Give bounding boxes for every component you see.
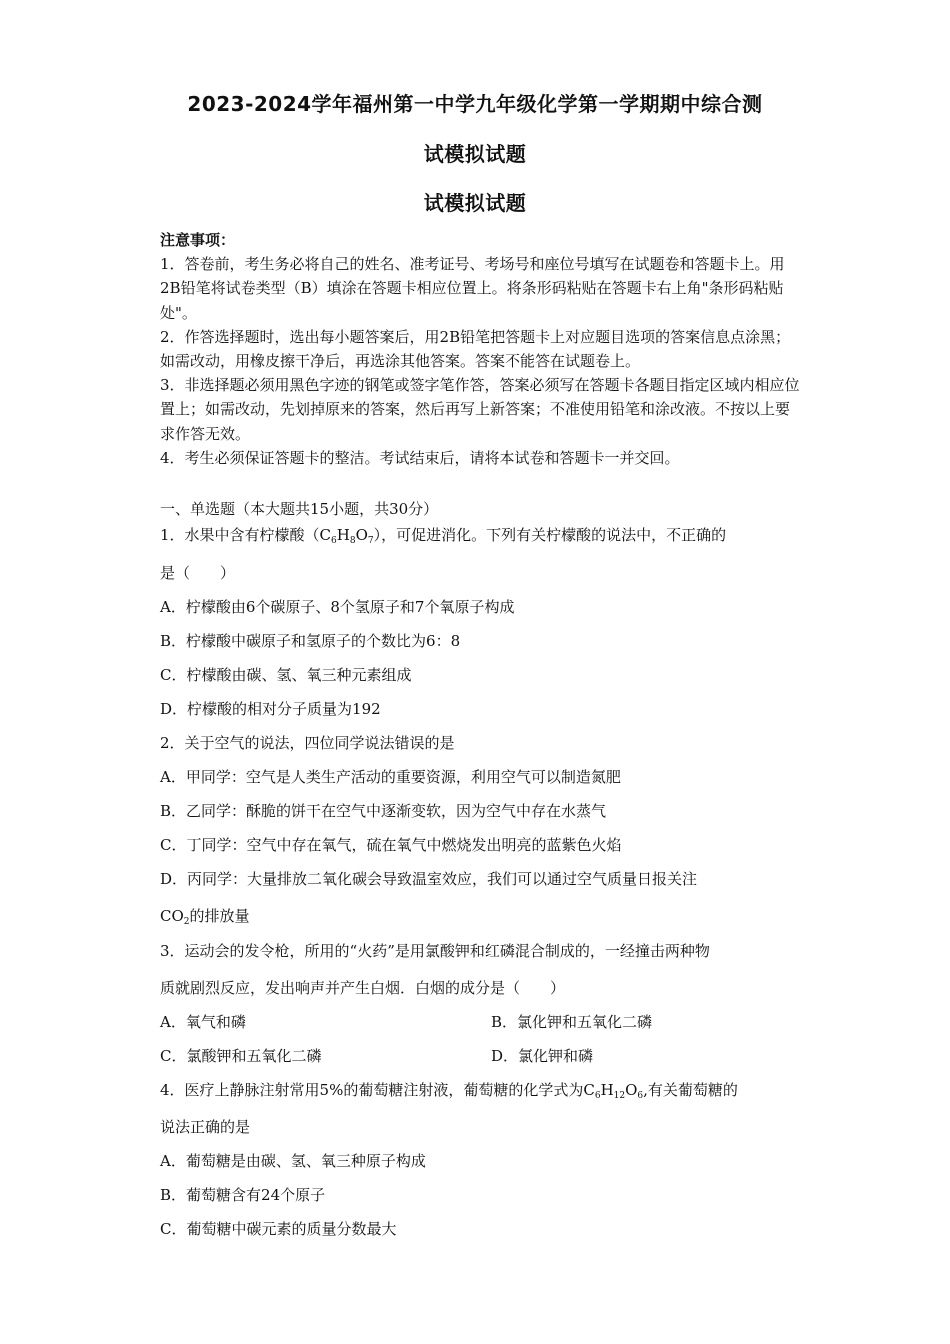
question-2-option-c: C．丁同学：空气中存在氧气，硫在氧气中燃烧发出明亮的蓝紫色火焰: [160, 836, 622, 854]
section-heading: 一、单选题（本大题共15小题，共30分）: [160, 500, 439, 518]
question-4-option-a: A．葡萄糖是由碳、氢、氧三种原子构成: [160, 1152, 426, 1170]
question-2-option-d-cont: $CO_2$的排放量: [160, 907, 250, 927]
question-1-option-a: A．柠檬酸由6个碳原子、8个氢原子和7个氧原子构成: [160, 598, 515, 616]
question-1-option-d: D．柠檬酸的相对分子质量为192: [160, 700, 381, 718]
notes-heading: 注意事项：: [160, 231, 236, 249]
question-3-option-b: B．氯化钾和五氧化二磷: [491, 1013, 653, 1031]
question-2-option-d: D．丙同学：大量排放二氧化碳会导致温室效应，我们可以通过空气质量日报关注: [160, 870, 698, 888]
question-1-stem: 1．水果中含有柠檬酸$(C_6H_8O_7)$，可促进消化。下列有关柠檬酸的说法中，不正确的: [160, 526, 727, 546]
question-2-option-b: B．乙同学：酥脆的饼干在空气中逐渐变软，因为空气中存在水蒸气: [160, 802, 607, 820]
question-3-stem: 3．运动会的发令枪，所用的“火药”是用氯酸钾和红磷混合制成的，一经撞击两种物: [160, 942, 710, 960]
page-subtitle: 试模拟试题: [423, 191, 527, 215]
page-title: 2023-2024学年福州第一中学九年级化学第一学期期中综合测: [187, 92, 763, 116]
question-3-option-a: A．氧气和磷: [160, 1013, 246, 1031]
question-4-stem: 4．医疗上静脉注射常用5%的葡萄糖注射液，葡萄糖的化学式为$C_6H_{12}O_6$,有关葡萄糖的: [160, 1081, 738, 1101]
page-title-line2: 试模拟试题: [423, 142, 527, 166]
exam-notes: [160, 228, 800, 470]
note-item: 3．非选择题必须用黑色字迹的钢笔或签字笔作答，答案必须写在答题卡各题目指定区域内相应位置上；如需改动，先划掉原来的答案，然后再写上新答案；不准使用铅笔和涂改液。不按以上要求作答无效。: [160, 376, 800, 443]
question-3-option-c: C．氯酸钾和五氧化二磷: [160, 1047, 322, 1065]
note-item: 4．考生必须保证答题卡的整洁。考试结束后，请将本试卷和答题卡一并交回。: [160, 448, 680, 467]
question-2-option-a: A．甲同学：空气是人类生产活动的重要资源，利用空气可以制造氮肥: [160, 768, 621, 786]
question-1-option-b: B．柠檬酸中碳原子和氢原子的个数比为6：8: [160, 632, 461, 650]
note-item: 1．答卷前，考生务必将自己的姓名、准考证号、考场号和座位号填写在试题卷和答题卡上。用2B铅笔将试卷类型（B）填涂在答题卡相应位置上。将条形码粘贴在答题卡右上角"条形码粘贴处"。: [160, 255, 785, 322]
note-item: 2．作答选择题时，选出每小题答案后，用2B铅笔把答题卡上对应题目选项的答案信息点涂黑；如需改动，用橡皮擦干净后，再选涂其他答案。答案不能答在试题卷上。: [160, 327, 791, 371]
question-3-stem-cont: 质就剧烈反应，发出响声并产生白烟．白烟的成分是（ ）: [160, 979, 566, 997]
question-4-option-b: B．葡萄糖含有24个原子: [160, 1186, 326, 1204]
question-4-stem-cont: 说法正确的是: [160, 1118, 251, 1136]
question-1-stem-cont: 是（ ）: [160, 564, 236, 582]
question-1-option-c: C．柠檬酸由碳、氢、氧三种元素组成: [160, 666, 412, 684]
question-3-option-d: D．氯化钾和磷: [491, 1047, 594, 1065]
question-2-stem: 2．关于空气的说法，四位同学说法错误的是: [160, 734, 455, 752]
question-4-option-c: C．葡萄糖中碳元素的质量分数最大: [160, 1220, 397, 1238]
